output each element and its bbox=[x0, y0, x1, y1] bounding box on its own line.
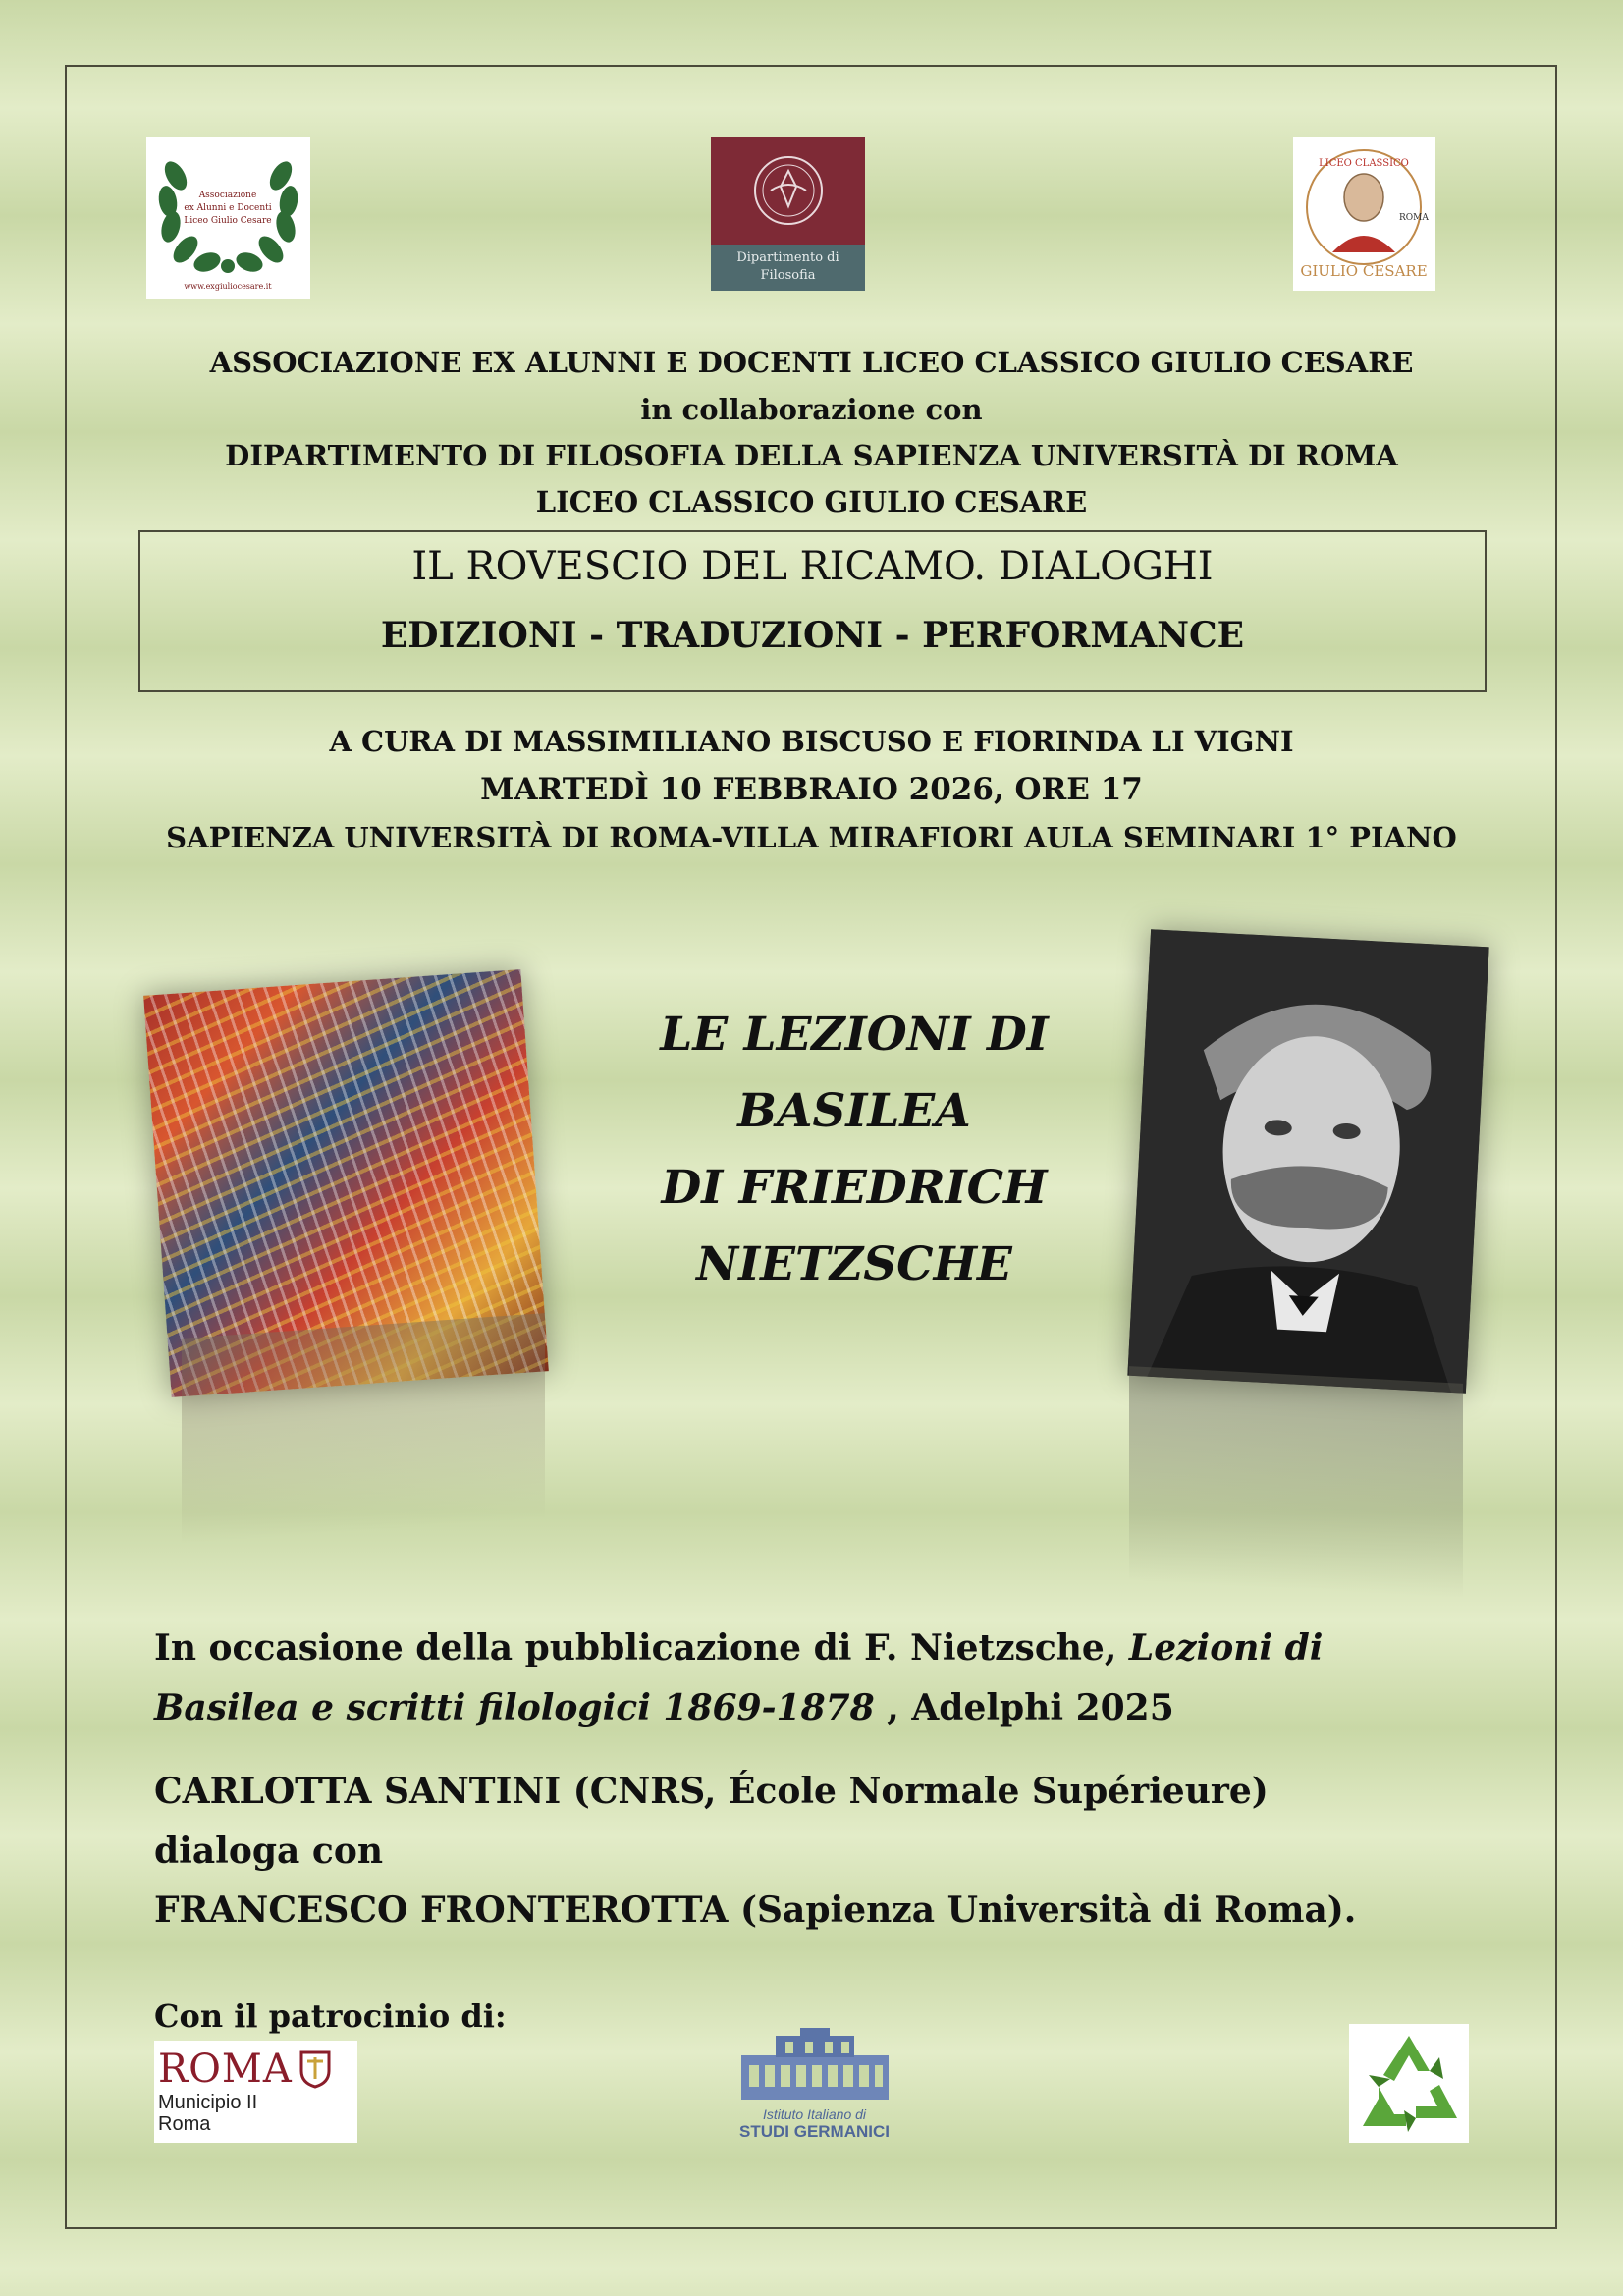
svg-text:ROMA: ROMA bbox=[1399, 213, 1429, 223]
series-title-box bbox=[138, 530, 1487, 692]
nietzsche-portrait bbox=[1127, 929, 1488, 1393]
portrait-reflection bbox=[1129, 1366, 1463, 1610]
department-logo bbox=[711, 137, 865, 291]
recycle-icon bbox=[1349, 2024, 1469, 2143]
event-curators: A CURA DI MASSIMILIANO BISCUSO E FIORINDA LI VIGNI bbox=[329, 725, 1294, 758]
feature-title-line: BASILEA bbox=[737, 1084, 971, 1138]
header-line-collaboration: in collaborazione con bbox=[640, 393, 983, 426]
series-title: IL ROVESCIO DEL RICAMO. DIALOGHI bbox=[411, 544, 1214, 589]
feature-title bbox=[555, 997, 1154, 1303]
svg-text:GIULIO CESARE: GIULIO CESARE bbox=[1300, 262, 1428, 280]
occasion-paragraph bbox=[154, 1618, 1480, 1738]
laurel-wreath-icon bbox=[146, 137, 310, 299]
svg-text:LICEO CLASSICO: LICEO CLASSICO bbox=[1319, 158, 1409, 169]
department-logo-label: Dipartimento di Filosofia bbox=[711, 245, 865, 291]
svg-text:www.exgiuliocesare.it: www.exgiuliocesare.it bbox=[184, 282, 272, 291]
svg-text:ex Alunni e Docenti: ex Alunni e Docenti bbox=[184, 203, 272, 213]
municipio-label: Municipio II bbox=[158, 2092, 258, 2113]
feature-title-line: NIETZSCHE bbox=[696, 1237, 1012, 1291]
roma-wordmark: ROMA bbox=[158, 2047, 293, 2092]
caesar-bust-icon bbox=[1293, 137, 1435, 291]
roma-shield-icon bbox=[298, 2050, 332, 2089]
association-logo bbox=[146, 137, 310, 299]
speaker-fronterotta: FRANCESCO FRONTEROTTA (Sapienza Università di Roma). bbox=[154, 1889, 1357, 1931]
villa-building-icon bbox=[731, 2028, 898, 2102]
occasion-prefix: In occasione della pubblicazione di F. Nietzsche, bbox=[154, 1627, 1129, 1668]
embroidery-reflection bbox=[182, 1313, 545, 1555]
istituto-label: Istituto Italiano di bbox=[762, 2106, 867, 2122]
speaker-santini: CARLOTTA SANTINI (CNRS, École Normale Supérieure) bbox=[154, 1771, 1269, 1812]
svg-text:Associazione: Associazione bbox=[198, 191, 257, 200]
event-place: SAPIENZA UNIVERSITÀ DI ROMA-VILLA MIRAFIORI AULA SEMINARI 1° PIANO bbox=[166, 821, 1457, 854]
book-title: Lezioni di Basilea e scritti filologici 1869-1878 bbox=[154, 1627, 1324, 1728]
occasion-suffix: , Adelphi 2025 bbox=[874, 1687, 1174, 1728]
portrait-silhouette-icon bbox=[1127, 929, 1488, 1393]
feature-title-line: DI FRIEDRICH bbox=[661, 1161, 1048, 1215]
studi-germanici-logo bbox=[729, 2028, 900, 2146]
dialogue-connector: dialoga con bbox=[154, 1831, 383, 1872]
studi-germanici-label: STUDI GERMANICI bbox=[739, 2122, 890, 2141]
liceo-logo bbox=[1293, 137, 1435, 291]
feature-title-line: LE LEZIONI DI bbox=[660, 1008, 1049, 1062]
header-line-liceo: LICEO CLASSICO GIULIO CESARE bbox=[535, 485, 1088, 519]
series-subtitle: EDIZIONI - TRADUZIONI - PERFORMANCE bbox=[380, 615, 1245, 656]
sapienza-seal-icon bbox=[749, 151, 828, 230]
header-line-association: ASSOCIAZIONE EX ALUNNI E DOCENTI LICEO CLASSICO GIULIO CESARE bbox=[209, 346, 1414, 379]
recycle-logo bbox=[1349, 2024, 1469, 2143]
svg-text:Liceo Giulio Cesare: Liceo Giulio Cesare bbox=[184, 216, 272, 226]
municipio-roma-label: Roma bbox=[158, 2113, 211, 2135]
event-date: MARTEDÌ 10 FEBBRAIO 2026, ORE 17 bbox=[480, 772, 1143, 807]
patronage-label: Con il patrocinio di: bbox=[154, 1997, 507, 2035]
roma-municipio-logo bbox=[154, 2041, 357, 2143]
header-line-department: DIPARTIMENTO DI FILOSOFIA DELLA SAPIENZA UNIVERSITÀ DI ROMA bbox=[225, 439, 1398, 472]
